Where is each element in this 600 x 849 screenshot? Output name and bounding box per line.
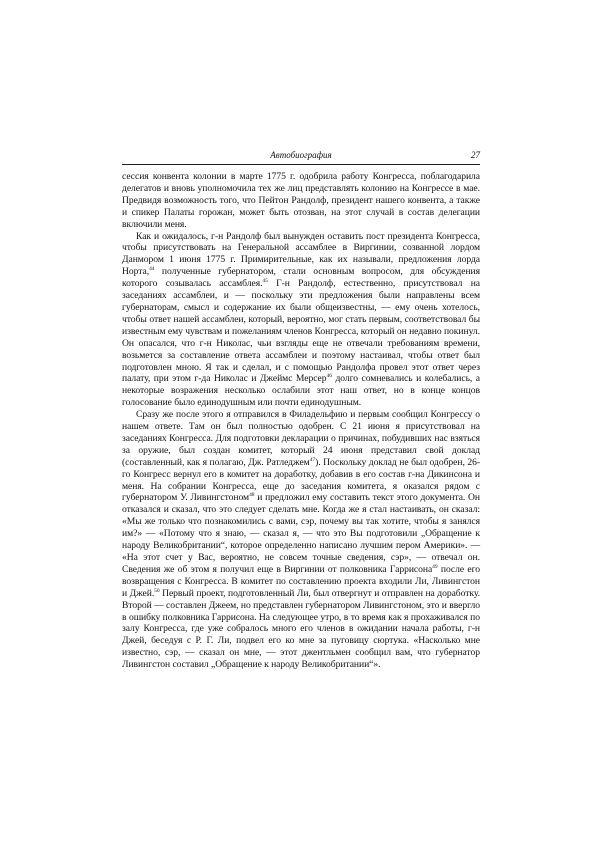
- footnote-marker[interactable]: 45: [262, 278, 268, 285]
- text-run: Сразу же после этого я отправился в Филадельфию и первым сообщил Конгрессу о нашем ответе. Там он был полностью одобрен. С 21 июня я присутствовал на заседаниях Конгресса. Для подготовки декларации о причинах, побудивших нас взяться за оружие, был создан комитет, который 24 июня представил свой доклад (составленный, как я полагаю, Дж. Ратледжем: [122, 409, 480, 468]
- paragraph: [122, 409, 480, 671]
- header-rule: [122, 164, 480, 165]
- paragraph: [122, 171, 480, 231]
- running-title: Автобиография: [270, 150, 332, 160]
- text-run: Как и ожидалось, г-н Рандолф был вынужден оставить пост президента Конгресса, чтобы присутствовать на Генеральной ассамблее в Виргинии, созванной лордом Данмором 1 июня 1775 г. Примирительные, как их называли, предложения лорда Норта,: [122, 230, 480, 278]
- footnote-marker[interactable]: 47: [309, 456, 316, 463]
- footnote-marker[interactable]: 50: [154, 587, 160, 594]
- body-text: [122, 171, 480, 671]
- text-run: Г-н Рандолф, естественно, присутствовал на заседаниях ассамблеи, и — поскольку эти предложения были направлены всем губернаторам, смысл и содержание их были общеизвестны, — ему очень хотелось, чтобы ответ нашей ассамблеи, который, вероятно, мог стать первым, соответствовал бы известным ему чувствам и пожеланиям членов Конгресса, который он недавно покинул. Он опасался, что г-н Николас, чьи взгляды еще не отвечали требованиям времени, возьмется за составление ответа ассамблеи и поэтому настаивал, чтобы ответ был подготовлен мною. Я так и сделал, и с помощью Рандолфа провел этот ответ через палату, при этом г-да Николас и Джеймс Мерсер: [122, 278, 480, 385]
- text-run: полученные губернатором, стали основным вопросом, для обсуждения которого созывалась ассамблея.: [122, 266, 480, 290]
- footnote-marker[interactable]: 44: [149, 266, 155, 273]
- running-header: [122, 150, 480, 164]
- text-run: после его возвращения с Конгресса. В комитет по составлению проекта входили Ли, Ливингстон и Джей.: [122, 563, 480, 599]
- footnote-marker[interactable]: 49: [432, 563, 438, 570]
- text-run: долго сомневались и колебались, а некоторые возражения несколько ослабили этот наш ответ, но в конце концов голосование было единодушным или почти единодушным.: [122, 373, 480, 409]
- footnote-marker[interactable]: 48: [249, 492, 255, 499]
- text-run: сессия конвента колонии в марте 1775 г. одобрила работу Конгресса, поблагодарила делегатов и вновь уполномочила тех же лиц представлять колонию на Конгрессе в мае. Предвидя возможность того, что Пейтон Рандолф, президент нашего конвента, а также и спикер Палаты горожан, может быть отозван, на этот случай в состав делегации включили меня.: [122, 171, 480, 230]
- footnote-marker[interactable]: 46: [326, 373, 332, 380]
- text-run: Первый проект, подготовленный Ли, был отвергнут и отправлен на доработку. Второй — составлен Джеем, но представлен губернатором Ливингстоном, это и ввергло в ошибку полковника Гаррисона. На следующее утро, в то время как я прохаживался по залу Конгресса, где уже собралось много его членов в ожидании начала работы, г-н Джей, беседуя с Р. Г. Ли, подвел его ко мне за пуговицу сюртука. «Насколько мне известно, сэр, — сказал он мне, — этот джентльмен сообщил вам, что губернатор Ливингстон составил „Обращение к народу Великобритании“».: [122, 587, 480, 671]
- text-run: и предложил ему составить текст этого документа. Он отказался и сказал, что это следует сделать мне. Когда же я стал настаивать, он сказал: «Мы же только что познакомились с вами, сэр, почему вы так хотите, чтобы я занялся им?» — «Потому что я знаю, — сказал я, — что это Вы подготовили „Обращение к народу Великобритании“, которое определенно написано лучшим пером Америки». — «На этот счет у Вас, вероятно, не совсем точные сведения, сэр», — отвечал он. Сведения же об этом я получил еще в Виргинии от полковника Гаррисона: [122, 492, 480, 575]
- page-number: 27: [471, 150, 480, 160]
- paragraph: [122, 231, 480, 410]
- text-run: ). Поскольку доклад не был одобрен, 26-го Конгресс вернул его в комитет на доработку, добавив в его состав г-на Дикинсона и меня. На собрании Конгресса, еще до заседания комитета, я оказался рядом с губернатором У. Ливингстоном: [122, 456, 480, 504]
